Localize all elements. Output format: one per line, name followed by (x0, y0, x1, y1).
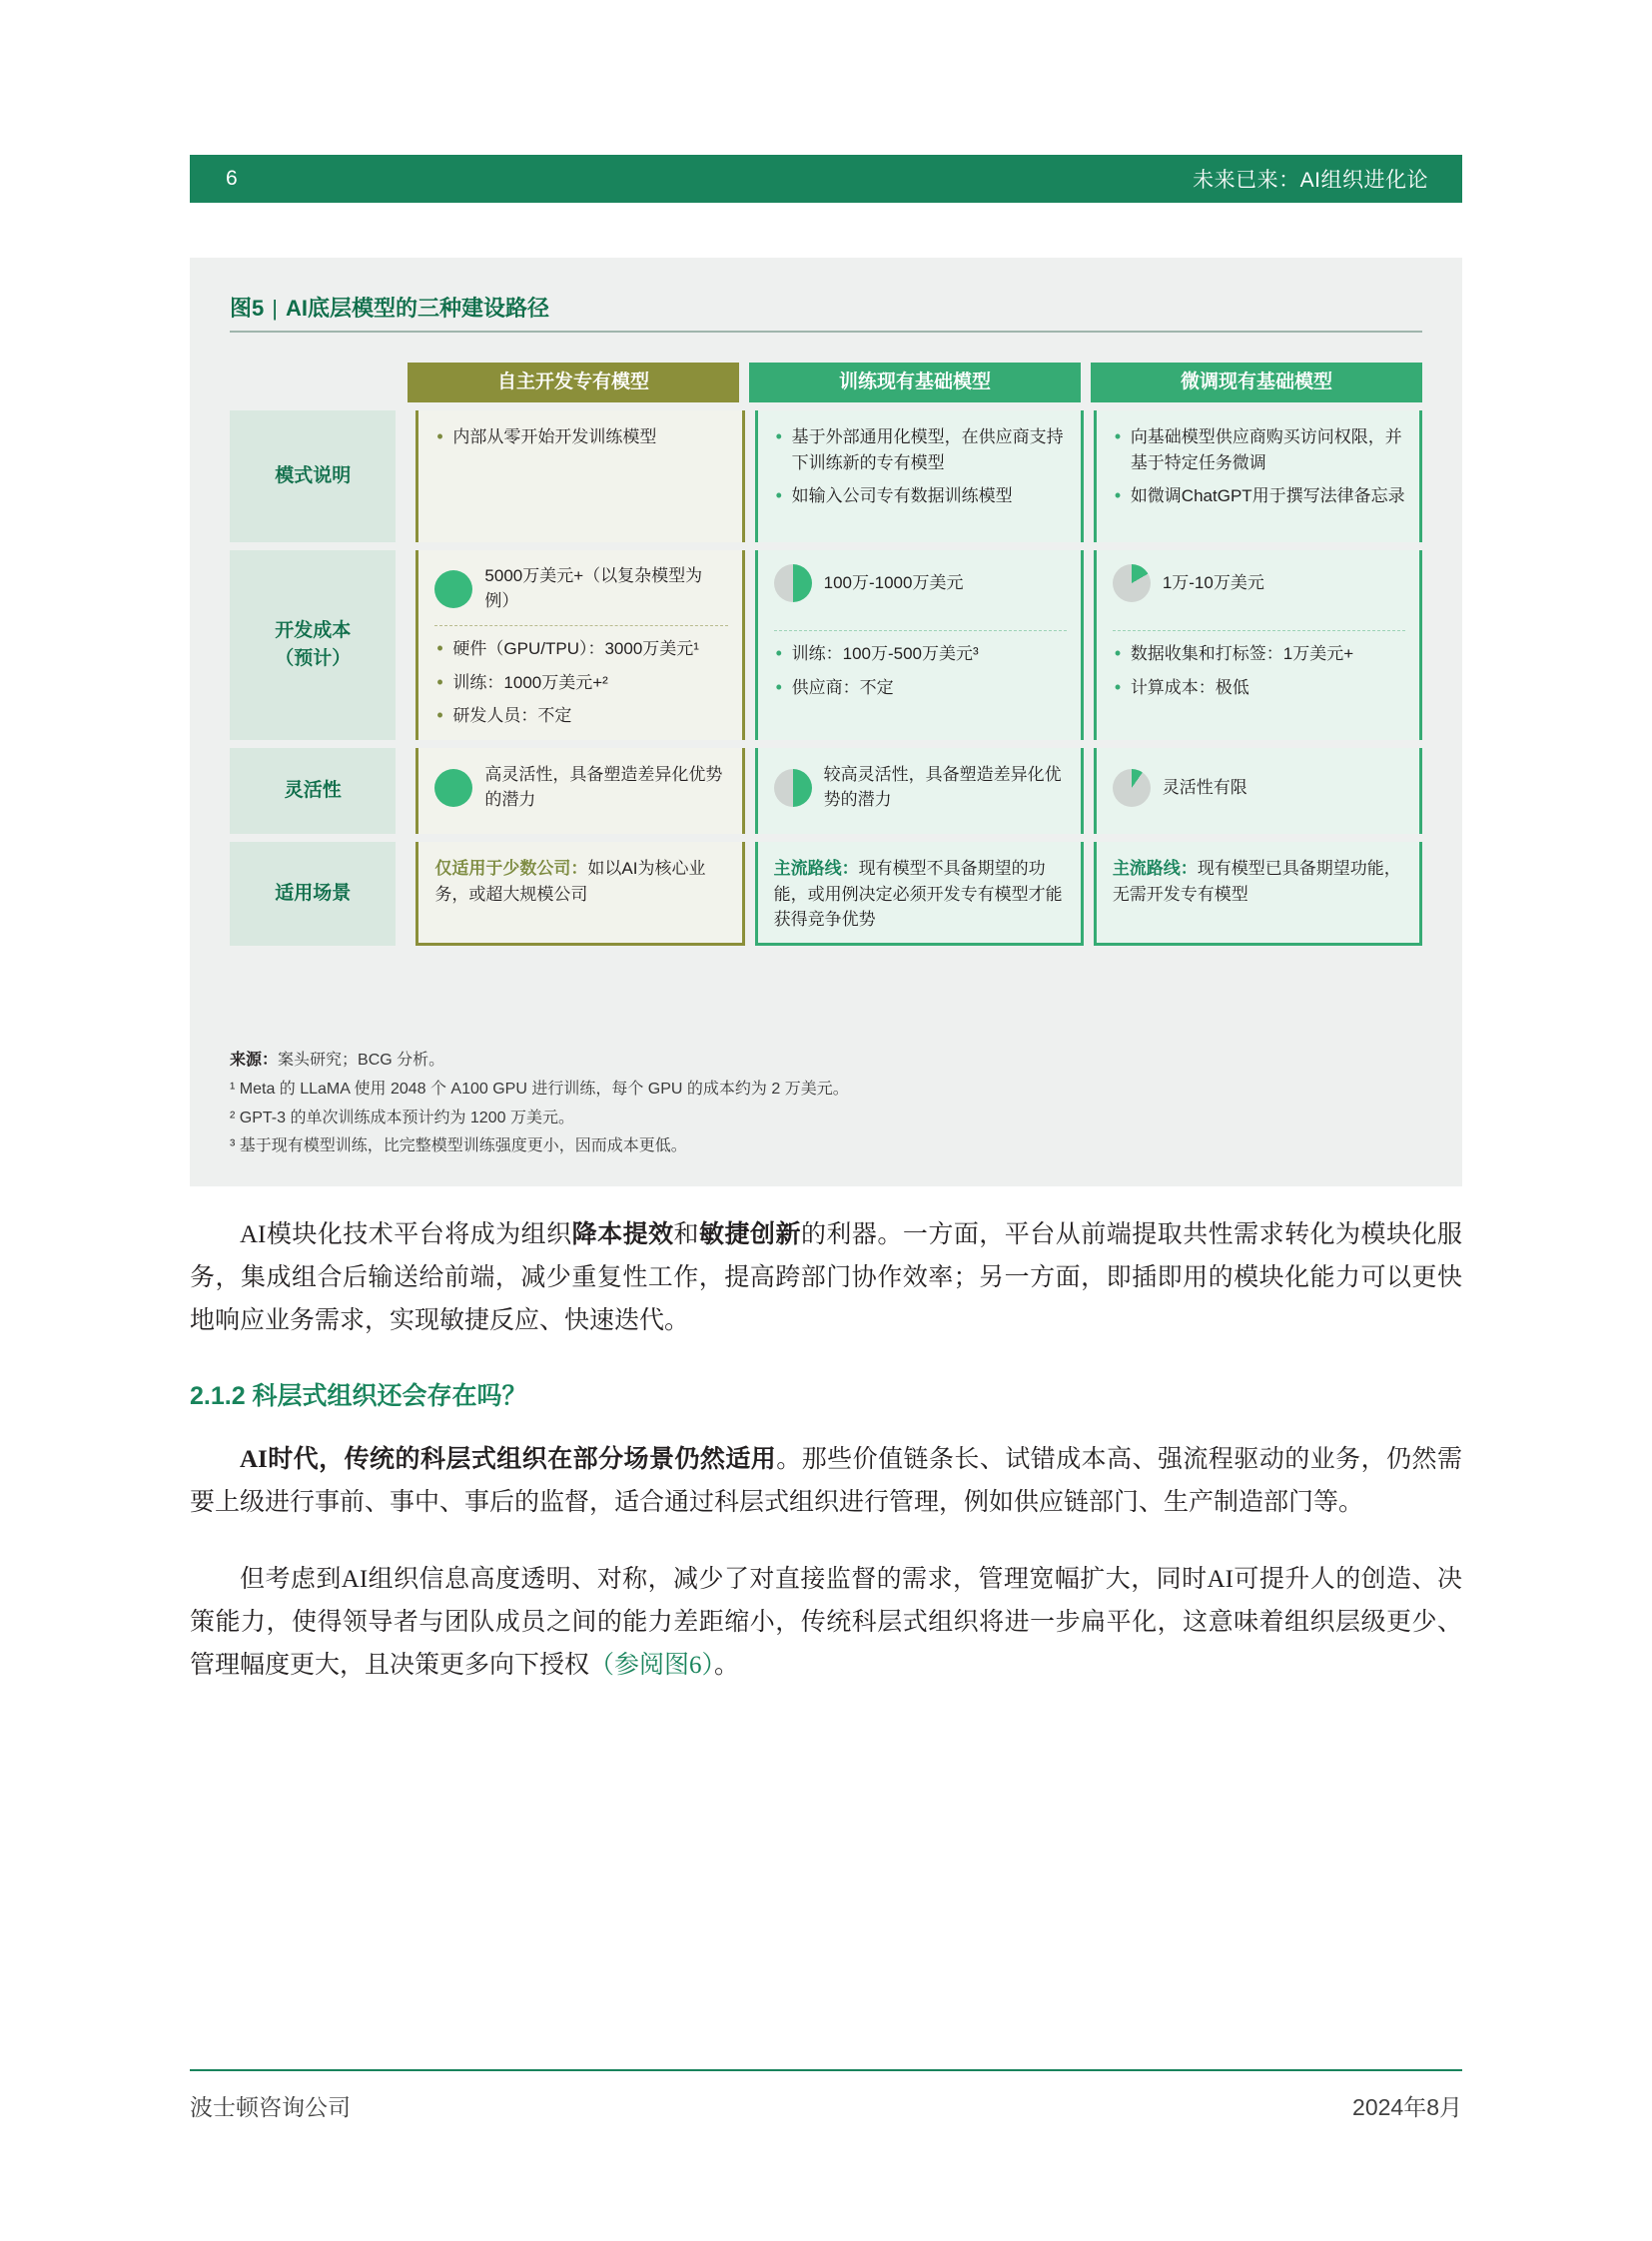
para1-bold-1: 降本提效 (571, 1221, 674, 1248)
scenario-text (774, 856, 1067, 933)
matrix-row (230, 550, 1422, 740)
header-title: 未来已来：AI组织进化论 (1193, 169, 1428, 192)
cell-divider (434, 625, 727, 626)
scenario-body: 现有模型已具备期望功能，无需开发专有模型 (1112, 859, 1401, 904)
figure-block (190, 258, 1462, 1186)
para1-bold-2: 敏捷创新 (699, 1221, 801, 1248)
figure-title-rule (230, 331, 1422, 333)
pie-chart-icon (774, 564, 812, 602)
footer-rule (190, 2069, 1462, 2071)
matrix-row (230, 748, 1422, 834)
scenario-lead: 主流路线： (1112, 859, 1198, 878)
scenario-body: 现有模型不具备期望的功能，或用例决定必须开发专有模型才能获得竞争优势 (773, 859, 1063, 929)
section-subheading: 2.1.2 科层式组织还会存在吗？ (190, 1382, 527, 1410)
cell-cost-own (415, 550, 744, 740)
footnote: ² GPT-3 的单次训练成本预计约为 1200 万美元。 (230, 1109, 574, 1126)
source-text: 案头研究；BCG 分析。 (278, 1052, 445, 1069)
matrix-header-row (408, 363, 1422, 402)
cell-mode-finetune (1094, 410, 1422, 542)
bullet: • 基于外部通用化模型，在供应商支持下训练新的专有模型 (774, 424, 1067, 475)
bullet: • 供应商：不定 (774, 675, 1067, 701)
pie-chart-icon (1113, 769, 1151, 807)
page-footer (190, 2089, 1462, 2122)
figure-title-row (230, 292, 1422, 323)
paragraph-1 (190, 1213, 1462, 1342)
para1-pre: AI模块化技术平台将成为组织 (240, 1221, 572, 1248)
scenario-lead: 仅适用于少数公司： (434, 859, 588, 878)
column-header-train-existing: 训练现有基础模型 (749, 363, 1081, 402)
scenario-lead: 主流路线： (773, 859, 859, 878)
bullet: • 训练：1000万美元+² (434, 670, 727, 696)
page-header (190, 155, 1462, 203)
row-label-flexibility: 灵活性 (230, 748, 396, 834)
cell-cost-finetune (1094, 550, 1422, 740)
cell-usecase-finetune (1094, 842, 1422, 946)
paragraph-3 (190, 1558, 1462, 1687)
bullet: • 训练：100万-500万美元³ (774, 641, 1067, 667)
cell-cost-train (755, 550, 1084, 740)
para2-bold: AI时代，传统的科层式组织在部分场景仍然适用 (240, 1446, 777, 1473)
cell-flex-own (415, 748, 744, 834)
page-number: 6 (226, 167, 238, 190)
footnote: ³ 基于现有模型训练，比完整模型训练强度更小，因而成本更低。 (230, 1137, 687, 1155)
para1-post: 的利器。一方面，平台从前端提取共性需求转化为模块化服务，集成组合后输送给前端，减少重复性工作，提高跨部门协作效率；另一方面，即插即用的模块化能力可以更快地响应业务需求，实现敏捷反应、快速迭代。 (190, 1221, 1462, 1334)
footer-company: 波士顿咨询公司 (190, 2094, 351, 2120)
cell-usecase-train (755, 842, 1084, 946)
cost-headline-row (774, 564, 1067, 602)
pie-chart-icon (774, 769, 812, 807)
row-label-line2: （预计） (275, 648, 352, 669)
column-header-own-model: 自主开发专有模型 (408, 363, 739, 402)
cell-flex-train (755, 748, 1084, 834)
figure-title: AI底层模型的三种建设路径 (285, 296, 549, 321)
cell-divider (1113, 630, 1405, 631)
pie-chart-icon (434, 570, 472, 608)
bullet: • 硬件（GPU/TPU）：3000万美元¹ (434, 636, 727, 662)
figure-label: 图5 (230, 296, 265, 321)
row-label-line1: 开发成本 (275, 620, 352, 642)
figure-title-separator: | (272, 296, 278, 321)
pie-chart-icon (434, 769, 472, 807)
bullet: • 内部从零开始开发训练模型 (434, 424, 727, 450)
cell-flex-finetune (1094, 748, 1422, 834)
para1-mid: 和 (673, 1221, 700, 1248)
cost-headline: 5000万美元+（以复杂模型为例） (484, 566, 703, 610)
cell-usecase-own (415, 842, 744, 946)
pie-chart-icon (1113, 564, 1151, 602)
flexibility-text: 较高灵活性，具备塑造差异化优势的潜力 (823, 765, 1062, 809)
footer-date: 2024年8月 (1352, 2094, 1462, 2120)
footnote: ¹ Meta 的 LLaMA 使用 2048 个 A100 GPU 进行训练，每个 GPU 的成本约为 2 万美元。 (230, 1080, 849, 1098)
matrix (230, 363, 1422, 946)
body-text (190, 1213, 1462, 1721)
paragraph-2 (190, 1438, 1462, 1524)
bullet: • 研发人员：不定 (434, 703, 727, 729)
row-label-dev-cost (230, 550, 396, 740)
row-label-use-case: 适用场景 (230, 842, 396, 946)
cost-headline-row (1113, 564, 1405, 602)
bullet: • 计算成本：极低 (1113, 675, 1405, 701)
scenario-text (434, 856, 727, 907)
cell-divider (774, 630, 1067, 631)
figure-cross-reference[interactable]: （参阅图6） (589, 1652, 715, 1679)
para3-post: 。 (714, 1652, 740, 1679)
cost-headline-row (434, 564, 727, 613)
flexibility-text: 灵活性有限 (1162, 777, 1247, 797)
scenario-body: 如以AI为核心业务，或超大规模公司 (434, 859, 706, 904)
cell-mode-train (755, 410, 1084, 542)
matrix-row (230, 842, 1422, 946)
row-label-mode-description: 模式说明 (230, 410, 396, 542)
source-line (230, 1047, 1418, 1076)
bullet: • 如输入公司专有数据训练模型 (774, 483, 1067, 509)
flexibility-text: 高灵活性，具备塑造差异化优势的潜力 (484, 765, 723, 809)
matrix-row (230, 410, 1422, 542)
para3-pre: 但考虑到AI组织信息高度透明、对称，减少了对直接监督的需求，管理宽幅扩大，同时AI可提升人的创造、决策能力，使得领导者与团队成员之间的能力差距缩小，传统科层式组织将进一步扁平化，这意味着组织层级更少、管理幅度更大，且决策更多向下授权 (190, 1566, 1462, 1679)
cost-headline: 1万-10万美元 (1162, 572, 1264, 592)
cell-mode-own (415, 410, 744, 542)
bullet: • 向基础模型供应商购买访问权限，并基于特定任务微调 (1113, 424, 1405, 475)
source-label: 来源： (230, 1052, 279, 1069)
figure-source (230, 1047, 1418, 1161)
column-header-finetune-existing: 微调现有基础模型 (1091, 363, 1422, 402)
bullet: • 数据收集和打标签：1万美元+ (1113, 641, 1405, 667)
para2-post: 。那些价值链条长、试错成本高、强流程驱动的业务，仍然需要上级进行事前、事中、事后的监督，适合通过科层式组织进行管理，例如供应链部门、生产制造部门等。 (190, 1446, 1462, 1516)
bullet: • 如微调ChatGPT用于撰写法律备忘录 (1113, 483, 1405, 509)
scenario-text (1113, 856, 1405, 907)
cost-headline: 100万-1000万美元 (823, 572, 964, 592)
